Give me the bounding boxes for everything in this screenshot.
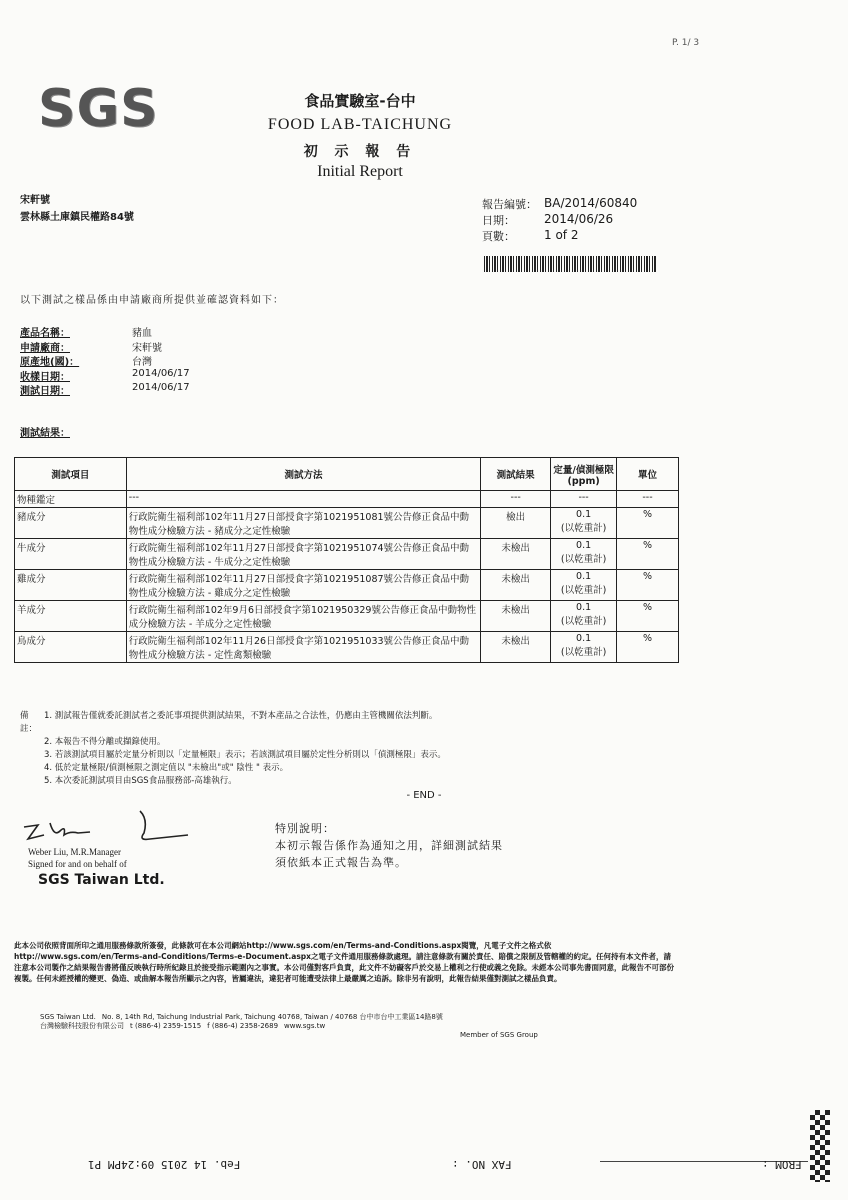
cell-result: 未檢出 (481, 601, 551, 632)
member: Member of SGS Group (460, 1031, 538, 1039)
notes-label: 備註： (20, 711, 38, 734)
client-address: 雲林縣土庫鎮民權路84號 (20, 212, 134, 223)
cell-item: 鳥成分 (15, 632, 127, 663)
report-title-zh: 初 示 報 告 (303, 144, 417, 160)
special-title: 特別說明： (275, 822, 335, 835)
special-line: 本初示報告係作為通知之用，詳細測試結果 (275, 839, 503, 852)
table-row (15, 508, 679, 539)
website: www.sgs.tw (284, 1022, 326, 1030)
cell-result: 檢出 (481, 508, 551, 539)
sample-label: 申請廠商： (20, 342, 70, 354)
table-row (15, 491, 679, 508)
header-result: 測試結果 (481, 458, 551, 491)
client-name: 宋軒號 (20, 195, 50, 206)
signer-block (28, 846, 127, 870)
limit-note: (以乾重計) (560, 523, 607, 534)
cell-unit: % (617, 570, 679, 601)
limit-value: 0.1 (576, 540, 592, 551)
tel: t (886-4) 2359-1515 (130, 1022, 202, 1030)
sample-value: 2014/06/17 (132, 382, 190, 393)
header-unit: 單位 (617, 458, 679, 491)
limit-note: (以乾重計) (560, 647, 607, 658)
report-title-en: Initial Report (317, 163, 403, 180)
sample-info (20, 324, 190, 397)
sample-value: 宋軒號 (132, 342, 162, 354)
cell-limit (551, 632, 617, 663)
table-row (15, 601, 679, 632)
cell-result: 未檢出 (481, 570, 551, 601)
special-note (275, 820, 503, 871)
note-item: 5. 本次委託測試項目由SGS食品服務部-高雄執行。 (44, 776, 237, 786)
cell-method: 行政院衛生福利部102年9月6日部授食字第1021950329號公告修正食品中動物性成分檢驗方法 - 羊成分之定性檢驗 (126, 601, 480, 632)
results-table (14, 457, 679, 663)
cell-item: 雞成分 (15, 570, 127, 601)
report-page-label: 頁數： (482, 230, 515, 243)
limit-value: 0.1 (576, 509, 592, 520)
limit-note: (以乾重計) (560, 616, 607, 627)
sample-label: 產品名稱： (20, 328, 70, 339)
limit-note: (以乾重計) (560, 585, 607, 596)
signer-name: Weber Liu, M.R.Manager (28, 847, 121, 857)
cell-limit (551, 601, 617, 632)
cell-limit (551, 539, 617, 570)
cell-limit (551, 570, 617, 601)
signature-icon (20, 805, 220, 845)
special-line: 須依紙本正式報告為準。 (275, 856, 407, 869)
signed-for: Signed for and on behalf of (28, 859, 127, 869)
report-meta (482, 196, 637, 244)
cell-limit: --- (551, 491, 617, 508)
sgs-logo (38, 79, 159, 139)
cell-method: 行政院衛生福利部102年11月27日部授食字第1021951074號公告修正食品中動物性成分檢驗方法 - 牛成分之定性檢驗 (126, 539, 480, 570)
report-date-label: 日期： (482, 214, 515, 227)
page-mark: P. 1/ 3 (672, 38, 700, 48)
table-row (15, 570, 679, 601)
end-marker: - END - (406, 790, 442, 801)
table-header-row (15, 458, 679, 491)
cell-item: 牛成分 (15, 539, 127, 570)
street-address: No. 8, 14th Rd, Taichung Industrial Park, Taichung 40768, Taiwan / 40768 台中市台中工業區14路8號 (101, 1013, 443, 1021)
address-block (40, 1013, 670, 1040)
lab-title-en: FOOD LAB-TAICHUNG (267, 116, 453, 133)
barcode (484, 256, 656, 272)
fax-timestamp: Feb. 14 2015 09:24PM P1 (88, 1158, 241, 1171)
cell-method: --- (126, 491, 480, 508)
limit-value: 0.1 (576, 633, 592, 644)
sample-label: 收樣日期： (20, 371, 70, 383)
fax-number: FAX NO. : (452, 1158, 512, 1171)
header-method: 測試方法 (126, 458, 480, 491)
notes (20, 710, 446, 788)
cell-result: 未檢出 (481, 539, 551, 570)
lab-title-zh: 食品實驗室-台中 (304, 92, 416, 110)
fax: f (886-4) 2358-2689 (207, 1022, 279, 1030)
cell-method: 行政院衛生福利部102年11月27日部授食字第1021951081號公告修正食品中動物性成分檢驗方法 - 豬成分之定性檢驗 (126, 508, 480, 539)
limit-value: 0.1 (576, 571, 592, 582)
corner-pattern (810, 1110, 830, 1182)
header-limit: 定量/偵測極限(ppm) (551, 458, 617, 491)
report-number-label: 報告編號： (482, 198, 537, 211)
cell-unit: --- (617, 491, 679, 508)
results-label: 測試結果： (20, 428, 70, 439)
cell-unit: % (617, 601, 679, 632)
note-item: 1. 測試報告僅就委託測試者之委託事項提供測試結果，不對本產品之合法性，仍應由主管機關依法判斷。 (44, 711, 438, 721)
sample-label: 測試日期： (20, 386, 70, 397)
limit-note: (以乾重計) (560, 554, 607, 565)
sample-value: 台灣 (132, 357, 152, 368)
company-en: SGS Taiwan Ltd. (40, 1013, 96, 1021)
cell-result: --- (481, 491, 551, 508)
signer-company: SGS Taiwan Ltd. (38, 872, 165, 888)
intro-text: 以下測試之樣品係由申請廠商所提供並確認資料如下： (20, 295, 284, 306)
note-item: 4. 低於定量極限/偵測極限之測定值以 "未檢出"或" 陰性 " 表示。 (44, 763, 289, 773)
fax-from: FROM : (762, 1158, 802, 1171)
cell-item: 豬成分 (15, 508, 127, 539)
cell-result: 未檢出 (481, 632, 551, 663)
header-item: 測試項目 (15, 458, 127, 491)
cell-unit: % (617, 508, 679, 539)
cell-unit: % (617, 632, 679, 663)
limit-value: 0.1 (576, 602, 592, 613)
logo-text: SGS (38, 79, 159, 139)
cell-item: 羊成分 (15, 601, 127, 632)
cell-method: 行政院衛生福利部102年11月26日部授食字第1021951033號公告修正食品中動物性成分檢驗方法 - 定性禽類檢驗 (126, 632, 480, 663)
legal-footer: 此本公司依照背面所印之通用服務條款所簽發，此條款可在本公司網站http://www.sgs.com/en/Terms-and-Conditions.aspx閱覽，凡電子文件之格式依http://www.sgs.com/en/Terms-and-Conditions/Terms-e-Document.aspx之電子文件通用服務條款處理。請注意條款有關於責任、賠償之限制及管轄權的約定。任何持有本文件者，請注意本公司製作之結果報告書將僅反映執行時所紀錄且於接受指示範圍內之事實。本公司僅對客戶負責，此文件不妨礙客戶於交易上權利之行使或義之免除。未經本公司事先書面同意，此報告不可部份複製。任何未經授權的變更、偽造、或曲解本報告所顯示之內容，皆屬違法，違犯者可能遭受法律上最嚴厲之追訴。除非另有說明，此報告結果僅對測試之樣品負責。 (14, 941, 674, 983)
sample-value: 2014/06/17 (132, 367, 190, 379)
sample-value: 豬血 (132, 328, 152, 339)
table-row (15, 632, 679, 663)
cell-unit: % (617, 539, 679, 570)
cell-limit (551, 508, 617, 539)
note-item: 2. 本報告不得分離或擷錄使用。 (44, 737, 166, 747)
report-page: 1 of 2 (544, 228, 579, 242)
table-row (15, 539, 679, 570)
cell-method: 行政院衛生福利部102年11月27日部授食字第1021951087號公告修正食品中動物性成分檢驗方法 - 雞成分之定性檢驗 (126, 570, 480, 601)
note-item: 3. 若該測試項目屬於定量分析則以「定量極限」表示；若該測試項目屬於定性分析則以「偵測極限」表示。 (44, 750, 446, 760)
report-date: 2014/06/26 (544, 212, 614, 226)
company-zh: 台灣檢驗科技股份有限公司 (40, 1022, 124, 1030)
cell-item: 物種鑑定 (15, 491, 127, 508)
sample-label: 原產地(國)： (20, 357, 80, 368)
report-number: BA/2014/60840 (544, 196, 638, 210)
